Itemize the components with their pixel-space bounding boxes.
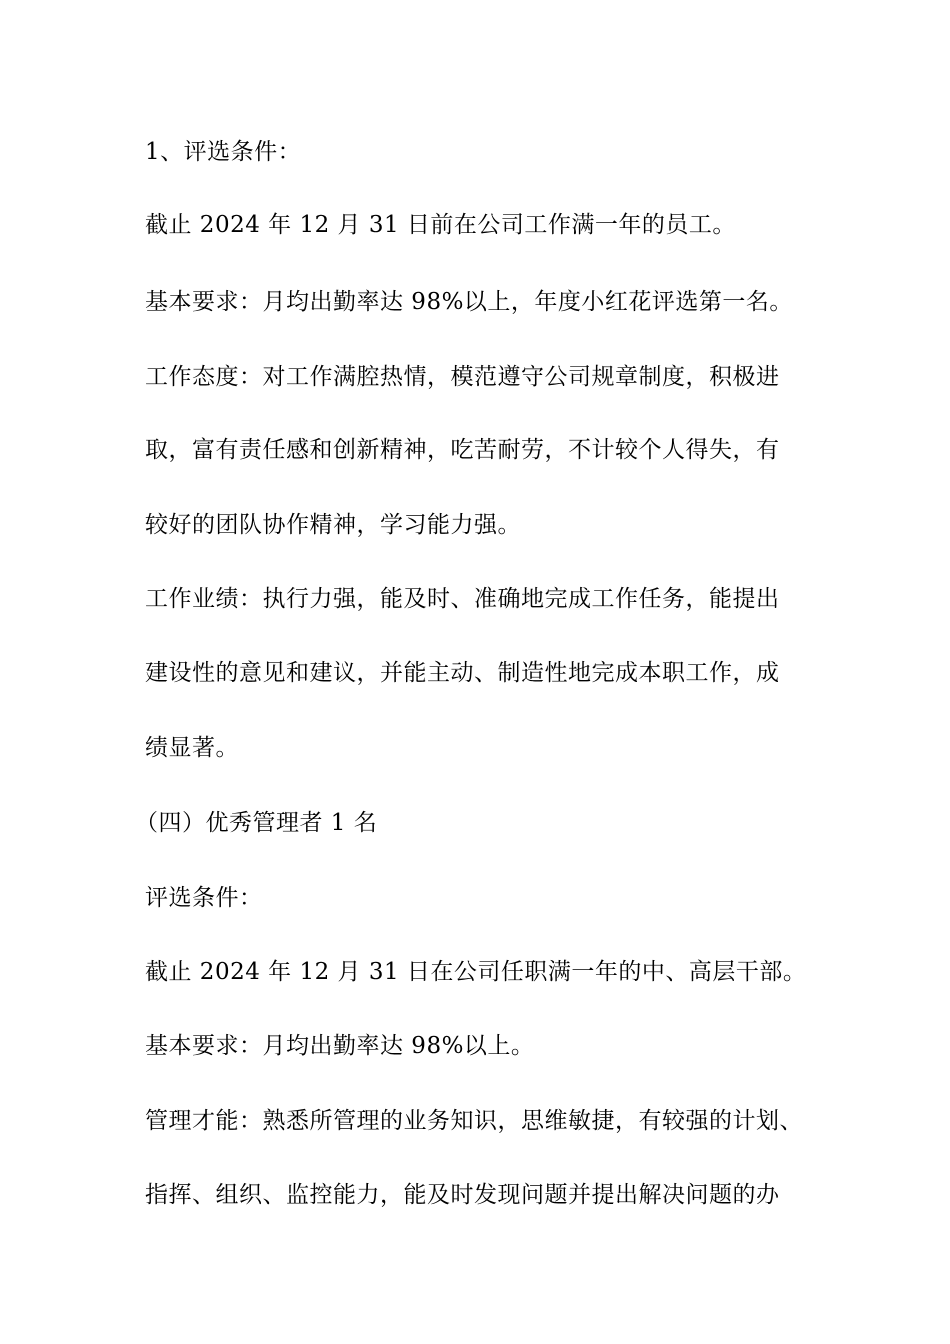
paragraph-line: 工作业绩：执行力强，能及时、准确地完成工作任务，能提出: [145, 586, 780, 612]
paragraph-line: 截止 2024 年 12 月 31 日前在公司工作满一年的员工。: [145, 212, 736, 238]
paragraph-line: 较好的团队协作精神，学习能力强。: [145, 512, 521, 538]
section-heading-criteria: 1、评选条件：: [145, 139, 302, 165]
paragraph-line: 绩显著。: [145, 735, 239, 761]
paragraph-line: 取，富有责任感和创新精神，吃苦耐劳，不计较个人得失，有: [145, 437, 780, 463]
paragraph-line: 管理才能：熟悉所管理的业务知识，思维敏捷，有较强的计划、: [145, 1108, 803, 1134]
paragraph-line: 建设性的意见和建议，并能主动、制造性地完成本职工作，成: [145, 660, 780, 686]
paragraph-line: 指挥、组织、监控能力，能及时发现问题并提出解决问题的办: [145, 1182, 780, 1208]
section-heading-criteria: 评选条件：: [145, 885, 263, 911]
paragraph-line: 基本要求：月均出勤率达 98%以上。: [145, 1033, 535, 1059]
paragraph-line: 基本要求：月均出勤率达 98%以上，年度小红花评选第一名。: [145, 289, 793, 315]
section-heading-manager: （四）优秀管理者 1 名: [135, 810, 378, 836]
paragraph-line: 截止 2024 年 12 月 31 日在公司任职满一年的中、高层干部。: [145, 959, 807, 985]
paragraph-line: 工作态度：对工作满腔热情，模范遵守公司规章制度，积极进: [145, 364, 780, 390]
